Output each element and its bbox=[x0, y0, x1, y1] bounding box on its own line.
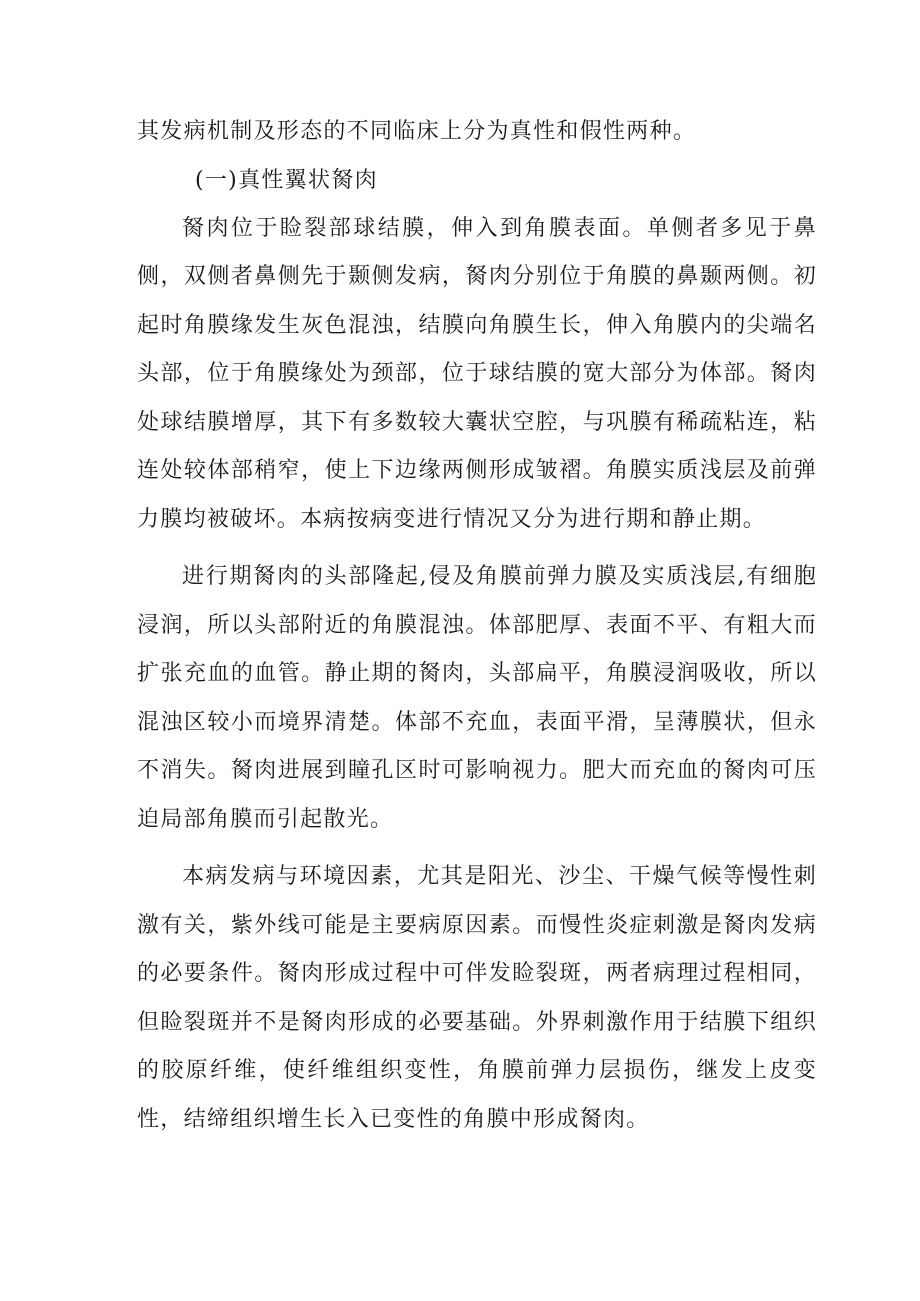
paragraph-etiology: 本病发病与环境因素，尤其是阳光、沙尘、干燥气候等慢性刺激有关，紫外线可能是主要病原因素。而慢性炎症刺激是胬肉发病的必要条件。胬肉形成过程中可伴发睑裂斑，两者病理过程相同，但睑裂斑并不是胬肉形成的必要基础。外界刺激作用于结膜下组织的胶原纤维，使纤维组织变性，角膜前弹力层损伤，继发上皮变性，结缔组织增生长入已变性的角膜中形成胬肉。 bbox=[137, 864, 817, 1132]
section-heading: (一)真性翼状胬肉 bbox=[195, 167, 378, 193]
paragraph-description: 胬肉位于睑裂部球结膜，伸入到角膜表面。单侧者多见于鼻侧，双侧者鼻侧先于颞侧发病，胬肉分别位于角膜的鼻颞两侧。初起时角膜缘发生灰色混浊，结膜向角膜生长，伸入角膜内的尖端名头部，位于角膜缘处为颈部，位于球结膜的宽大部分为体部。胬肉处球结膜增厚，其下有多数较大囊状空腔，与巩膜有稀疏粘连，粘连处较体部稍窄，使上下边缘两侧形成皱褶。角膜实质浅层及前弹力膜均被破坏。本病按病变进行情况又分为进行期和静止期。 bbox=[137, 215, 817, 532]
paragraph-stages: 进行期胬肉的头部隆起,侵及角膜前弹力膜及实质浅层,有细胞浸润，所以头部附近的角膜混浊。体部肥厚、表面不平、有粗大而扩张充血的血管。静止期的胬肉，头部扁平，角膜浸润吸收，所以混浊区较小而境界清楚。体部不充血，表面平滑，呈薄膜状，但永不消失。胬肉进展到瞳孔区时可影响视力。肥大而充血的胬肉可压迫局部角膜而引起散光。 bbox=[137, 564, 817, 832]
paragraph-intro-continuation: 其发病机制及形态的不同临床上分为真性和假性两种。 bbox=[137, 119, 697, 144]
document-body bbox=[137, 108, 817, 1144]
